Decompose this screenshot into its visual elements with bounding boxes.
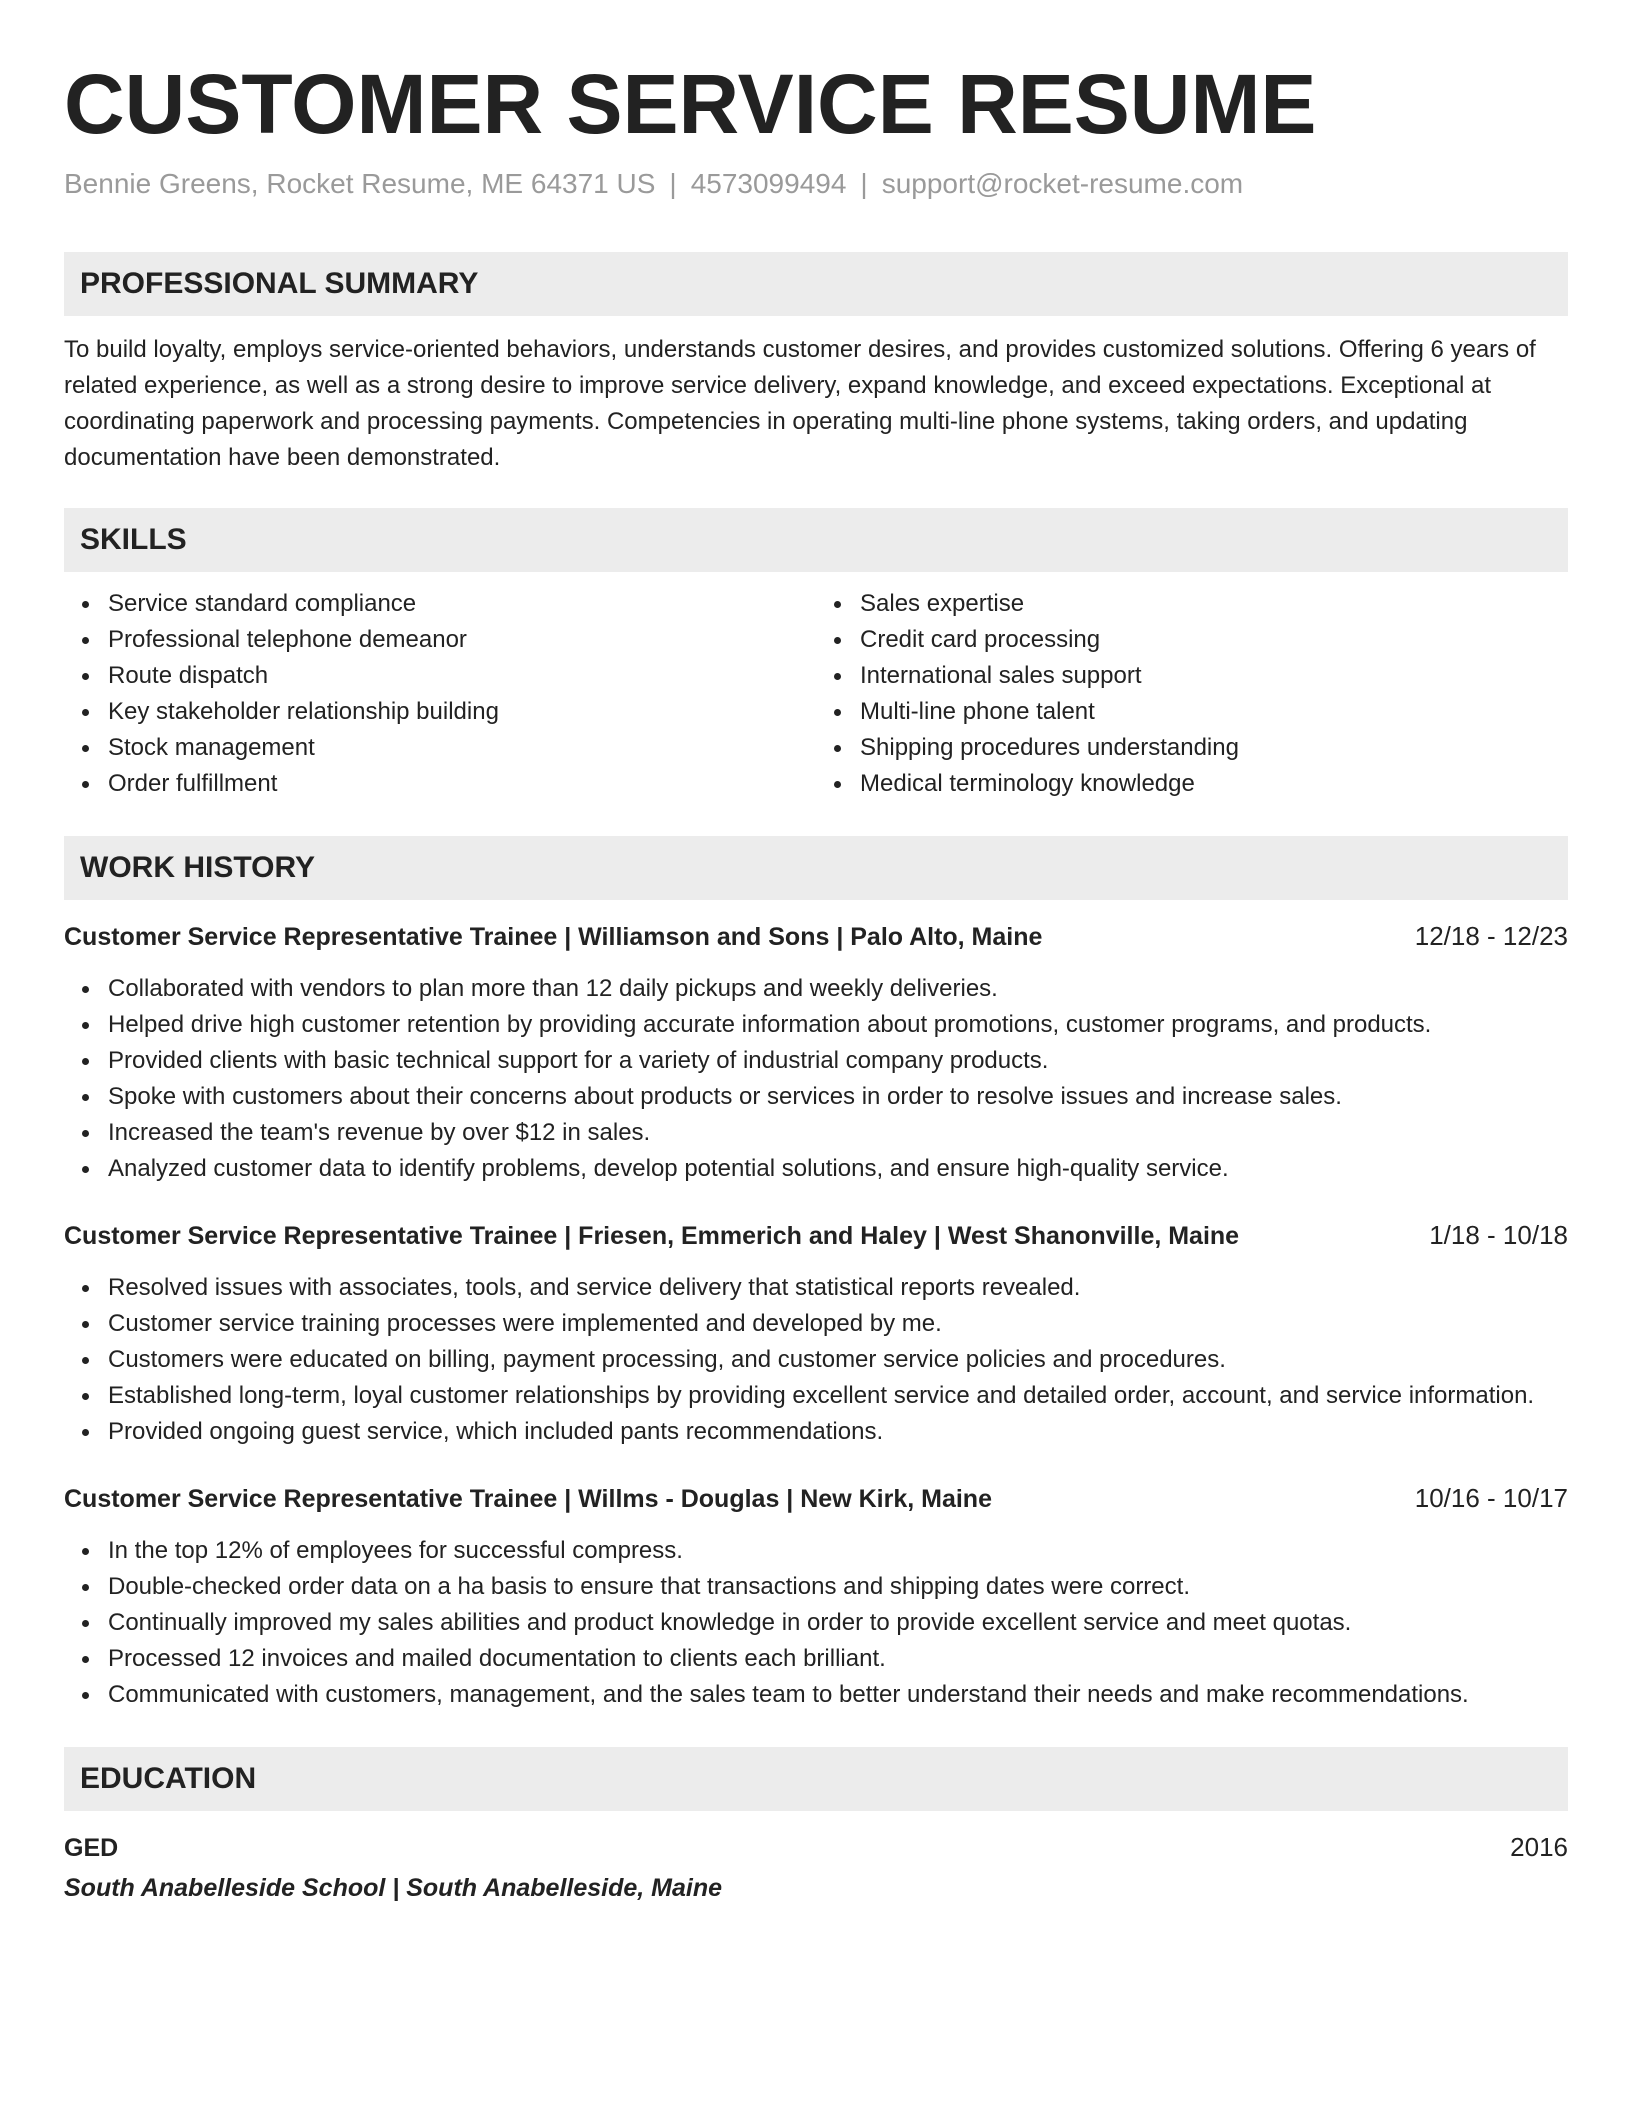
education-heading (64, 1829, 1568, 1866)
job-dates: 12/18 - 12/23 (1414, 921, 1568, 951)
job-bullet: Customers were educated on billing, payment processing, and customer service policies and procedures. (108, 1342, 1568, 1378)
education-school: South Anabelleside School | South Anabelleside, Maine (64, 1874, 723, 1902)
skill-item: Shipping procedures understanding (860, 730, 1568, 766)
job-bullets (64, 971, 1568, 1187)
job-bullet: Collaborated with vendors to plan more than 12 daily pickups and weekly deliveries. (108, 971, 1568, 1007)
skill-item: Service standard compliance (108, 586, 816, 622)
job-bullet: Processed 12 invoices and mailed documentation to clients each brilliant. (108, 1641, 1568, 1677)
job-bullet: Provided clients with basic technical support for a variety of industrial company products. (108, 1043, 1568, 1079)
skills-column-left (64, 586, 816, 802)
skill-item: Credit card processing (860, 622, 1568, 658)
education-degree: GED (64, 1834, 119, 1862)
section-header-education: EDUCATION (64, 1747, 1568, 1811)
contact-phone: 4573099494 (690, 168, 847, 199)
education-year: 2016 (1510, 1832, 1568, 1862)
job-bullet: Resolved issues with associates, tools, and service delivery that statistical reports revealed. (108, 1270, 1568, 1306)
job-dates: 10/16 - 10/17 (1414, 1483, 1568, 1513)
contact-line (64, 166, 1568, 202)
job-title: Customer Service Representative Trainee | Willms - Douglas | New Kirk, Maine (64, 1485, 992, 1513)
job-bullets (64, 1270, 1568, 1450)
job-title: Customer Service Representative Trainee | Friesen, Emmerich and Haley | West Shanonville, Maine (64, 1222, 1240, 1250)
job-bullet: Analyzed customer data to identify problems, develop potential solutions, and ensure high-quality service. (108, 1151, 1568, 1187)
skill-item: Sales expertise (860, 586, 1568, 622)
job-bullet: Continually improved my sales abilities and product knowledge in order to provide excellent service and meet quotas. (108, 1605, 1568, 1641)
contact-separator: | (860, 168, 868, 199)
section-header-skills: SKILLS (64, 508, 1568, 572)
skills-column-right (816, 586, 1568, 802)
job-heading (64, 918, 1568, 955)
job-bullet: Established long-term, loyal customer relationships by providing excellent service and detailed order, account, and service information. (108, 1378, 1568, 1414)
job-bullets (64, 1533, 1568, 1713)
skill-item: Route dispatch (108, 658, 816, 694)
job-bullet: Customer service training processes were implemented and developed by me. (108, 1306, 1568, 1342)
resume-title: CUSTOMER SERVICE RESUME (64, 57, 1317, 151)
section-header-work-history: WORK HISTORY (64, 836, 1568, 900)
contact-email: support@rocket-resume.com (881, 168, 1244, 199)
job-title: Customer Service Representative Trainee | Williamson and Sons | Palo Alto, Maine (64, 923, 1043, 951)
skill-item: International sales support (860, 658, 1568, 694)
section-header-professional-summary: PROFESSIONAL SUMMARY (64, 252, 1568, 316)
skills-list (64, 586, 1568, 802)
job-heading (64, 1480, 1568, 1517)
job-bullet: Helped drive high customer retention by providing accurate information about promotions, customer programs, and products. (108, 1007, 1568, 1043)
job-entry (64, 918, 1568, 1187)
skill-item: Multi-line phone talent (860, 694, 1568, 730)
summary-text: To build loyalty, employs service-oriented behaviors, understands customer desires, and provides customized solutions. Offering 6 years of related experience, as well as a strong desire to improve service delivery, expand knowledge, and exceed expectations. Exceptional at coordinating paperwork and processing payments. Competencies in operating multi-line phone systems, taking orders, and updating documentation have been demonstrated. (64, 336, 1536, 471)
skill-item: Key stakeholder relationship building (108, 694, 816, 730)
job-bullet: Spoke with customers about their concerns about products or services in order to resolve issues and increase sales. (108, 1079, 1568, 1115)
contact-address: Bennie Greens, Rocket Resume, ME 64371 US (64, 168, 656, 199)
skill-item: Stock management (108, 730, 816, 766)
job-bullet: Increased the team's revenue by over $12 in sales. (108, 1115, 1568, 1151)
job-bullet: Double-checked order data on a ha basis to ensure that transactions and shipping dates were correct. (108, 1569, 1568, 1605)
skill-item: Order fulfillment (108, 766, 816, 802)
skill-item: Professional telephone demeanor (108, 622, 816, 658)
job-bullet: In the top 12% of employees for successful compress. (108, 1533, 1568, 1569)
contact-separator: | (669, 168, 677, 199)
job-bullet: Provided ongoing guest service, which included pants recommendations. (108, 1414, 1568, 1450)
job-entry (64, 1217, 1568, 1450)
job-bullet: Communicated with customers, management, and the sales team to better understand their needs and make recommendations. (108, 1677, 1568, 1713)
job-entry (64, 1480, 1568, 1713)
skill-item: Medical terminology knowledge (860, 766, 1568, 802)
job-heading (64, 1217, 1568, 1254)
job-dates: 1/18 - 10/18 (1429, 1220, 1568, 1250)
